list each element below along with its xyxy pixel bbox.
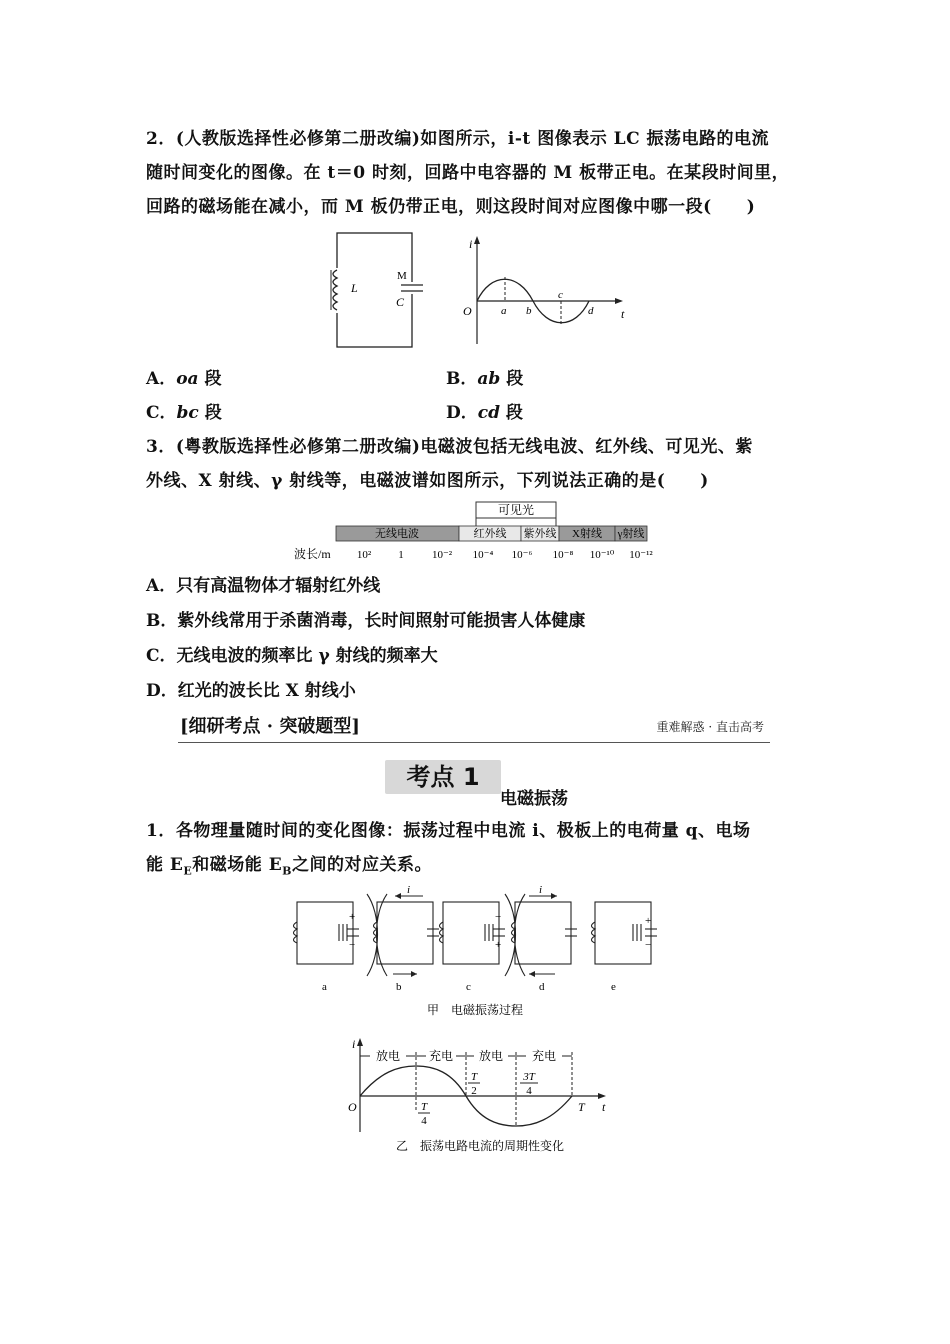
current-i-d: i [539, 884, 543, 896]
phase-discharge-2: 放电 [478, 1049, 504, 1063]
svg-text:+: + [349, 911, 356, 923]
svg-text:3T: 3T [523, 1071, 535, 1083]
svg-text:+: + [645, 915, 652, 927]
tick-6: 10⁻¹⁰ [589, 549, 615, 561]
band-gamma: γ射线 [617, 528, 645, 540]
phase-discharge-1: 放电 [375, 1049, 401, 1063]
panel-label-b: b [396, 981, 402, 993]
phase-charge-2: 充电 [531, 1049, 557, 1063]
graph-origin-label: O [463, 304, 472, 318]
q3-option-d[interactable]: D．红光的波长比 X 射线小 [146, 681, 356, 701]
graph-t-label: t [621, 307, 625, 321]
visible-light-label: 可见光 [497, 503, 535, 517]
spectrum-diagram [290, 498, 665, 564]
point1-line-1: 1．各物理量随时间的变化图像：振荡过程中电流 i、极板上的电荷量 q、电场 [146, 821, 751, 841]
svg-text:4: 4 [526, 1085, 532, 1097]
panel-label-c: c [466, 981, 471, 993]
tick-1: 1 [398, 549, 404, 561]
yi-t-label: t [602, 1100, 606, 1114]
point1-line-2: 能 $E_E$和磁场能 $E_B$之间的对应关系。 [146, 855, 432, 878]
svg-text:−: − [645, 939, 652, 951]
inductor-label: L [351, 281, 358, 295]
band-xray: X射线 [572, 528, 602, 540]
fig-yi-caption: 乙 振荡电路电流的周期性变化 [395, 1139, 565, 1153]
tick-2: 10⁻² [431, 549, 453, 561]
q2-line-1: 2．(人教版选择性必修第二册改编)如图所示，i-t 图像表示 LC 振荡电路的电流 [146, 129, 770, 149]
panel-label-d: d [539, 981, 545, 993]
band-ultraviolet: 紫外线 [523, 528, 557, 540]
svg-text:−: − [495, 911, 502, 923]
oscillation-process-diagram [285, 884, 665, 1022]
q2-option-a[interactable]: A．oa 段 [146, 369, 222, 389]
tick-4: 10⁻⁶ [511, 549, 533, 561]
fig-jia-caption: 甲 电磁振荡过程 [426, 1003, 524, 1017]
svg-text:+: + [495, 939, 502, 951]
current-period-graph [340, 1034, 620, 1158]
svg-text:2: 2 [471, 1085, 477, 1097]
wavelength-axis-label: 波长/m [294, 547, 331, 561]
q2-option-b[interactable]: B．ab 段 [446, 369, 524, 389]
lc-circuit-diagram [315, 228, 425, 353]
section-banner [178, 712, 770, 743]
band-infrared: 红外线 [473, 528, 507, 540]
q3-line-1: 3．(粤教版选择性必修第二册改编)电磁波包括无线电波、红外线、可见光、紫 [146, 437, 753, 457]
svg-text:−: − [349, 939, 356, 951]
tick-0: 10² [356, 549, 372, 561]
svg-text:T: T [420, 1101, 428, 1113]
kaodian-title: 电磁振荡 [500, 789, 568, 809]
q3-option-a[interactable]: A．只有高温物体才辐射红外线 [146, 576, 381, 596]
kaodian-badge: 考点 1 [385, 760, 501, 794]
tick-7: 10⁻¹² [629, 549, 653, 561]
q2-line-3: 回路的磁场能在减小，而 M 板仍带正电，则这段时间对应图像中哪一段( ) [146, 197, 756, 217]
q3-option-c[interactable]: C．无线电波的频率比 γ 射线的频率大 [146, 646, 438, 666]
q2-option-d[interactable]: D．cd 段 [446, 403, 523, 423]
band-radio: 无线电波 [375, 528, 419, 540]
yi-i-label: i [352, 1037, 356, 1051]
yi-origin-label: O [348, 1100, 357, 1114]
phase-charge-1: 充电 [428, 1049, 454, 1063]
q3-line-2: 外线、X 射线、γ 射线等，电磁波谱如图所示，下列说法正确的是( ) [146, 471, 709, 491]
banner-subtitle: 重难解惑 · 直击高考 [656, 720, 764, 734]
graph-i-label: i [469, 237, 473, 251]
q2-line-2: 随时间变化的图像。在 t＝0 时刻，回路中电容器的 M 板带正电。在某段时间里， [146, 163, 790, 183]
it-graph [458, 232, 630, 350]
capacitor-label: C [396, 295, 405, 309]
q2-option-c[interactable]: C．bc 段 [146, 403, 222, 423]
graph-point-a: a [501, 305, 507, 317]
panel-label-e: e [611, 981, 616, 993]
graph-point-d: d [588, 305, 594, 317]
svg-text:4: 4 [421, 1115, 427, 1127]
banner-title: [细研考点 · 突破题型] [180, 716, 360, 737]
panel-label-a: a [322, 981, 327, 993]
yi-period-label: T [578, 1100, 585, 1114]
graph-point-b: b [526, 305, 532, 317]
current-i-b: i [407, 884, 411, 896]
svg-text:T: T [470, 1071, 478, 1083]
graph-point-c: c [558, 289, 563, 301]
q3-option-b[interactable]: B．紫外线常用于杀菌消毒，长时间照射可能损害人体健康 [146, 611, 586, 631]
plate-m-label: M [397, 270, 407, 282]
tick-3: 10⁻⁴ [472, 549, 494, 561]
tick-5: 10⁻⁸ [552, 549, 574, 561]
